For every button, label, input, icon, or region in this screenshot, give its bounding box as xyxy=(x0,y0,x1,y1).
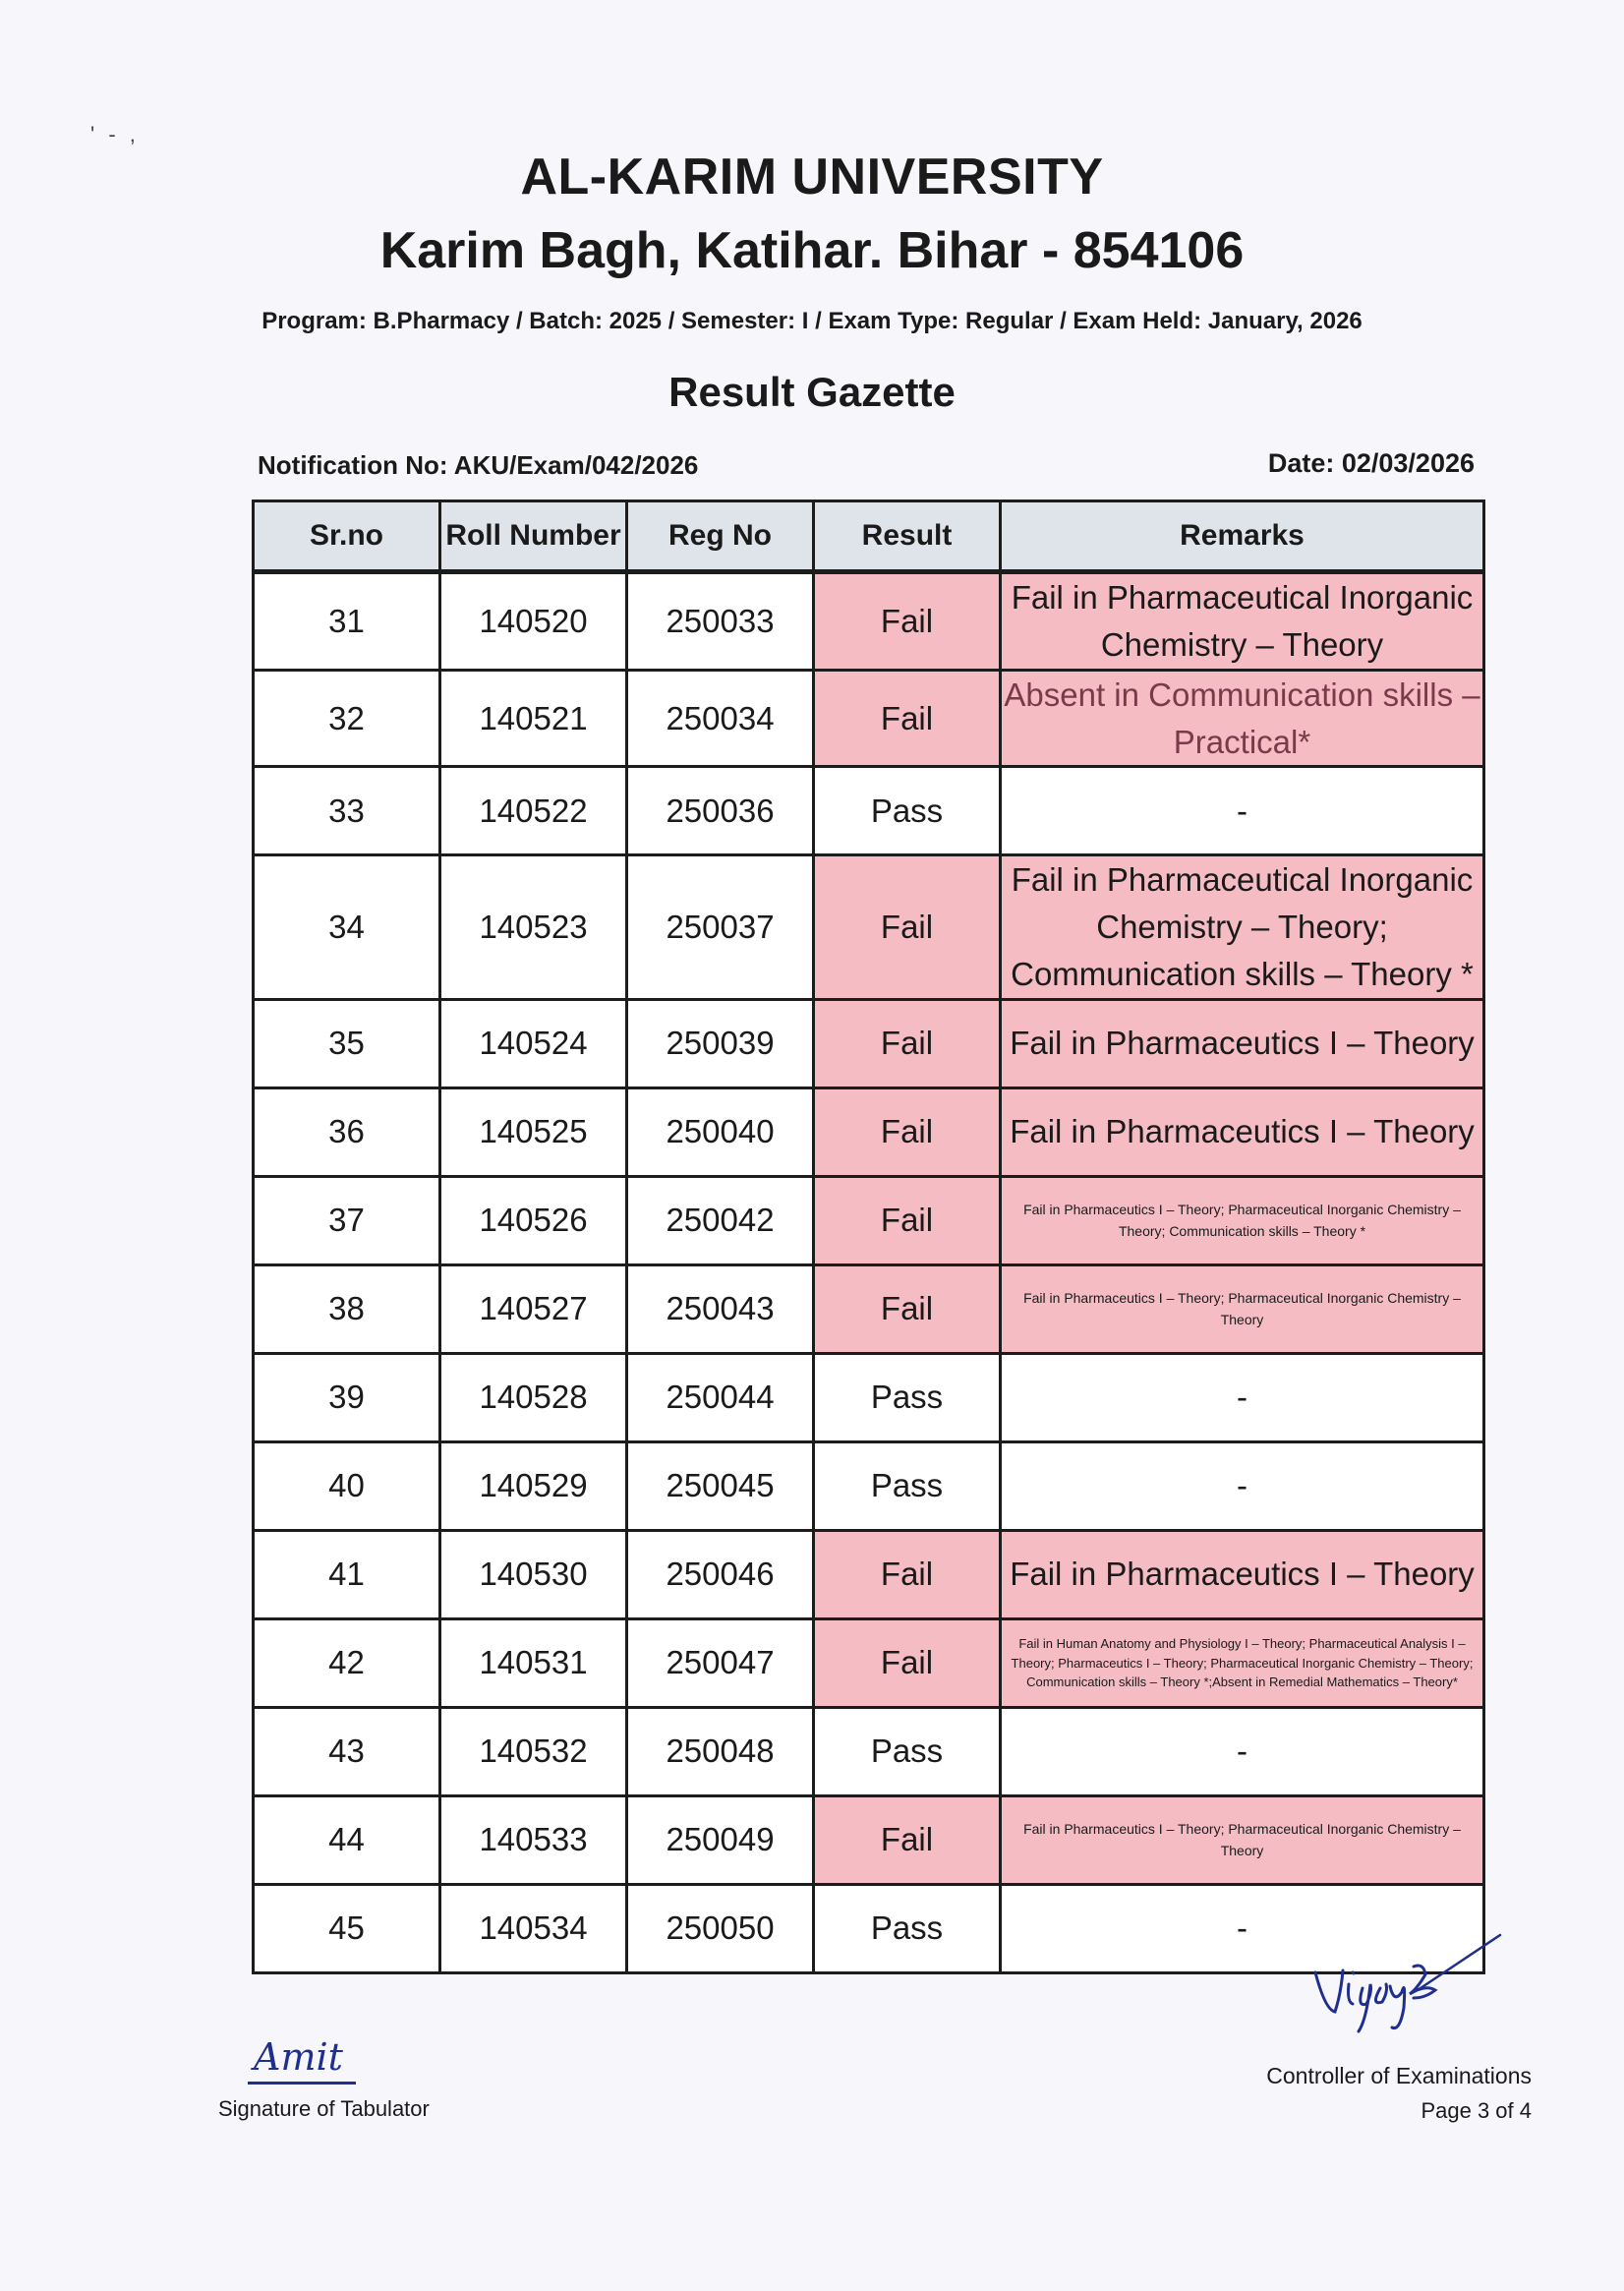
cell-reg-no: 250048 xyxy=(627,1707,814,1795)
cell-roll-number: 140521 xyxy=(440,670,627,767)
cell-reg-no: 250042 xyxy=(627,1176,814,1264)
cell-reg-no: 250050 xyxy=(627,1884,814,1972)
cell-srno: 45 xyxy=(254,1884,440,1972)
cell-reg-no: 250036 xyxy=(627,767,814,855)
cell-roll-number: 140524 xyxy=(440,999,627,1087)
cell-result: Fail xyxy=(814,1087,1001,1176)
cell-srno: 34 xyxy=(254,855,440,1000)
table-row xyxy=(254,1530,1484,1618)
cell-roll-number: 140526 xyxy=(440,1176,627,1264)
cell-reg-no: 250047 xyxy=(627,1618,814,1707)
table-row xyxy=(254,670,1484,767)
cell-roll-number: 140532 xyxy=(440,1707,627,1795)
cell-roll-number: 140523 xyxy=(440,855,627,1000)
cell-srno: 41 xyxy=(254,1530,440,1618)
page-title: Result Gazette xyxy=(668,369,956,415)
cell-srno: 43 xyxy=(254,1707,440,1795)
signature-underline xyxy=(248,2082,356,2085)
cell-remarks: - xyxy=(1001,1884,1484,1972)
cell-remarks: Fail in Pharmaceutics I – Theory xyxy=(1001,1530,1484,1618)
cell-reg-no: 250043 xyxy=(627,1264,814,1353)
table-row xyxy=(254,1707,1484,1795)
table-row xyxy=(254,767,1484,855)
cell-remarks: Fail in Pharmaceutics I – Theory; Pharmaceutical Inorganic Chemistry – Theory xyxy=(1001,1264,1484,1353)
cell-remarks: Fail in Pharmaceutics I – Theory xyxy=(1001,999,1484,1087)
cell-roll-number: 140520 xyxy=(440,572,627,671)
cell-srno: 33 xyxy=(254,767,440,855)
controller-signature xyxy=(1307,1933,1504,2041)
cell-remarks: Fail in Pharmaceutics I – Theory; Pharmaceutical Inorganic Chemistry – Theory xyxy=(1001,1795,1484,1884)
cell-remarks: Fail in Pharmaceutics I – Theory; Pharmaceutical Inorganic Chemistry – Theory; Communication skills – Theory * xyxy=(1001,1176,1484,1264)
column-header-srno: Sr.no xyxy=(254,501,440,572)
column-header-reg-no: Reg No xyxy=(627,501,814,572)
cell-reg-no: 250034 xyxy=(627,670,814,767)
university-address: Karim Bagh, Katihar. Bihar - 854106 xyxy=(379,222,1245,279)
cell-srno: 36 xyxy=(254,1087,440,1176)
cell-result: Pass xyxy=(814,1353,1001,1441)
cell-roll-number: 140530 xyxy=(440,1530,627,1618)
table-row xyxy=(254,1441,1484,1530)
notification-number: Notification No: AKU/Exam/042/2026 xyxy=(258,450,699,480)
cell-roll-number: 140528 xyxy=(440,1353,627,1441)
cell-remarks: - xyxy=(1001,1353,1484,1441)
cell-srno: 42 xyxy=(254,1618,440,1707)
table-row xyxy=(254,1087,1484,1176)
cell-result: Fail xyxy=(814,1176,1001,1264)
cell-remarks: Fail in Human Anatomy and Physiology I – Theory; Pharmaceutical Analysis I – Theory; Pharmaceutics I – Theory; Pharmaceutical Inorganic Chemistry – Theory; Communication skills – Theory *;Absent in Remedial Mathematics – Theory* xyxy=(1001,1618,1484,1707)
cell-reg-no: 250049 xyxy=(627,1795,814,1884)
table-row xyxy=(254,999,1484,1087)
column-header-roll-number: Roll Number xyxy=(440,501,627,572)
tabulator-label: Signature of Tabulator xyxy=(218,2096,430,2121)
column-header-remarks: Remarks xyxy=(1001,501,1484,572)
cell-remarks: - xyxy=(1001,767,1484,855)
program-details: Program: B.Pharmacy / Batch: 2025 / Semester: I / Exam Type: Regular / Exam Held: January, 2026 xyxy=(261,308,1363,334)
cell-remarks: Fail in Pharmaceutical Inorganic Chemistry – Theory; Communication skills – Theory * xyxy=(1001,855,1484,1000)
cell-result: Pass xyxy=(814,1441,1001,1530)
table-row xyxy=(254,572,1484,671)
table-row xyxy=(254,1353,1484,1441)
cell-reg-no: 250045 xyxy=(627,1441,814,1530)
cell-remarks: - xyxy=(1001,1441,1484,1530)
cell-remarks: Fail in Pharmaceutical Inorganic Chemistry – Theory xyxy=(1001,572,1484,671)
cell-reg-no: 250037 xyxy=(627,855,814,1000)
table-row xyxy=(254,855,1484,1000)
cell-roll-number: 140525 xyxy=(440,1087,627,1176)
cell-roll-number: 140534 xyxy=(440,1884,627,1972)
cell-result: Fail xyxy=(814,670,1001,767)
tabulator-signature: Amit xyxy=(254,2035,343,2079)
table-row xyxy=(254,1795,1484,1884)
cell-srno: 35 xyxy=(254,999,440,1087)
cell-roll-number: 140522 xyxy=(440,767,627,855)
table-row xyxy=(254,1176,1484,1264)
cell-srno: 40 xyxy=(254,1441,440,1530)
university-name: AL-KARIM UNIVERSITY xyxy=(520,148,1104,206)
table-row xyxy=(254,1618,1484,1707)
cell-result: Fail xyxy=(814,855,1001,1000)
cell-srno: 39 xyxy=(254,1353,440,1441)
result-table xyxy=(252,499,1485,1974)
scan-speck: ' - , xyxy=(90,122,140,147)
cell-result: Fail xyxy=(814,999,1001,1087)
column-header-result: Result xyxy=(814,501,1001,572)
cell-srno: 32 xyxy=(254,670,440,767)
controller-label: Controller of Examinations xyxy=(1266,2063,1532,2088)
cell-roll-number: 140531 xyxy=(440,1618,627,1707)
cell-result: Pass xyxy=(814,1707,1001,1795)
cell-result: Pass xyxy=(814,767,1001,855)
cell-reg-no: 250046 xyxy=(627,1530,814,1618)
cell-roll-number: 140527 xyxy=(440,1264,627,1353)
cell-remarks: Absent in Communication skills – Practical* xyxy=(1001,670,1484,767)
cell-result: Fail xyxy=(814,1618,1001,1707)
cell-reg-no: 250033 xyxy=(627,572,814,671)
page-number: Page 3 of 4 xyxy=(1421,2098,1532,2123)
cell-remarks: Fail in Pharmaceutics I – Theory xyxy=(1001,1087,1484,1176)
table-header-row xyxy=(254,501,1484,572)
cell-srno: 31 xyxy=(254,572,440,671)
cell-reg-no: 250044 xyxy=(627,1353,814,1441)
cell-remarks: - xyxy=(1001,1707,1484,1795)
cell-roll-number: 140533 xyxy=(440,1795,627,1884)
cell-srno: 38 xyxy=(254,1264,440,1353)
cell-srno: 37 xyxy=(254,1176,440,1264)
cell-result: Pass xyxy=(814,1884,1001,1972)
notification-date: Date: 02/03/2026 xyxy=(1267,448,1475,478)
cell-result: Fail xyxy=(814,1795,1001,1884)
cell-roll-number: 140529 xyxy=(440,1441,627,1530)
table-row xyxy=(254,1884,1484,1972)
table-row xyxy=(254,1264,1484,1353)
cell-result: Fail xyxy=(814,1530,1001,1618)
cell-result: Fail xyxy=(814,572,1001,671)
cell-reg-no: 250040 xyxy=(627,1087,814,1176)
cell-srno: 44 xyxy=(254,1795,440,1884)
cell-reg-no: 250039 xyxy=(627,999,814,1087)
cell-result: Fail xyxy=(814,1264,1001,1353)
